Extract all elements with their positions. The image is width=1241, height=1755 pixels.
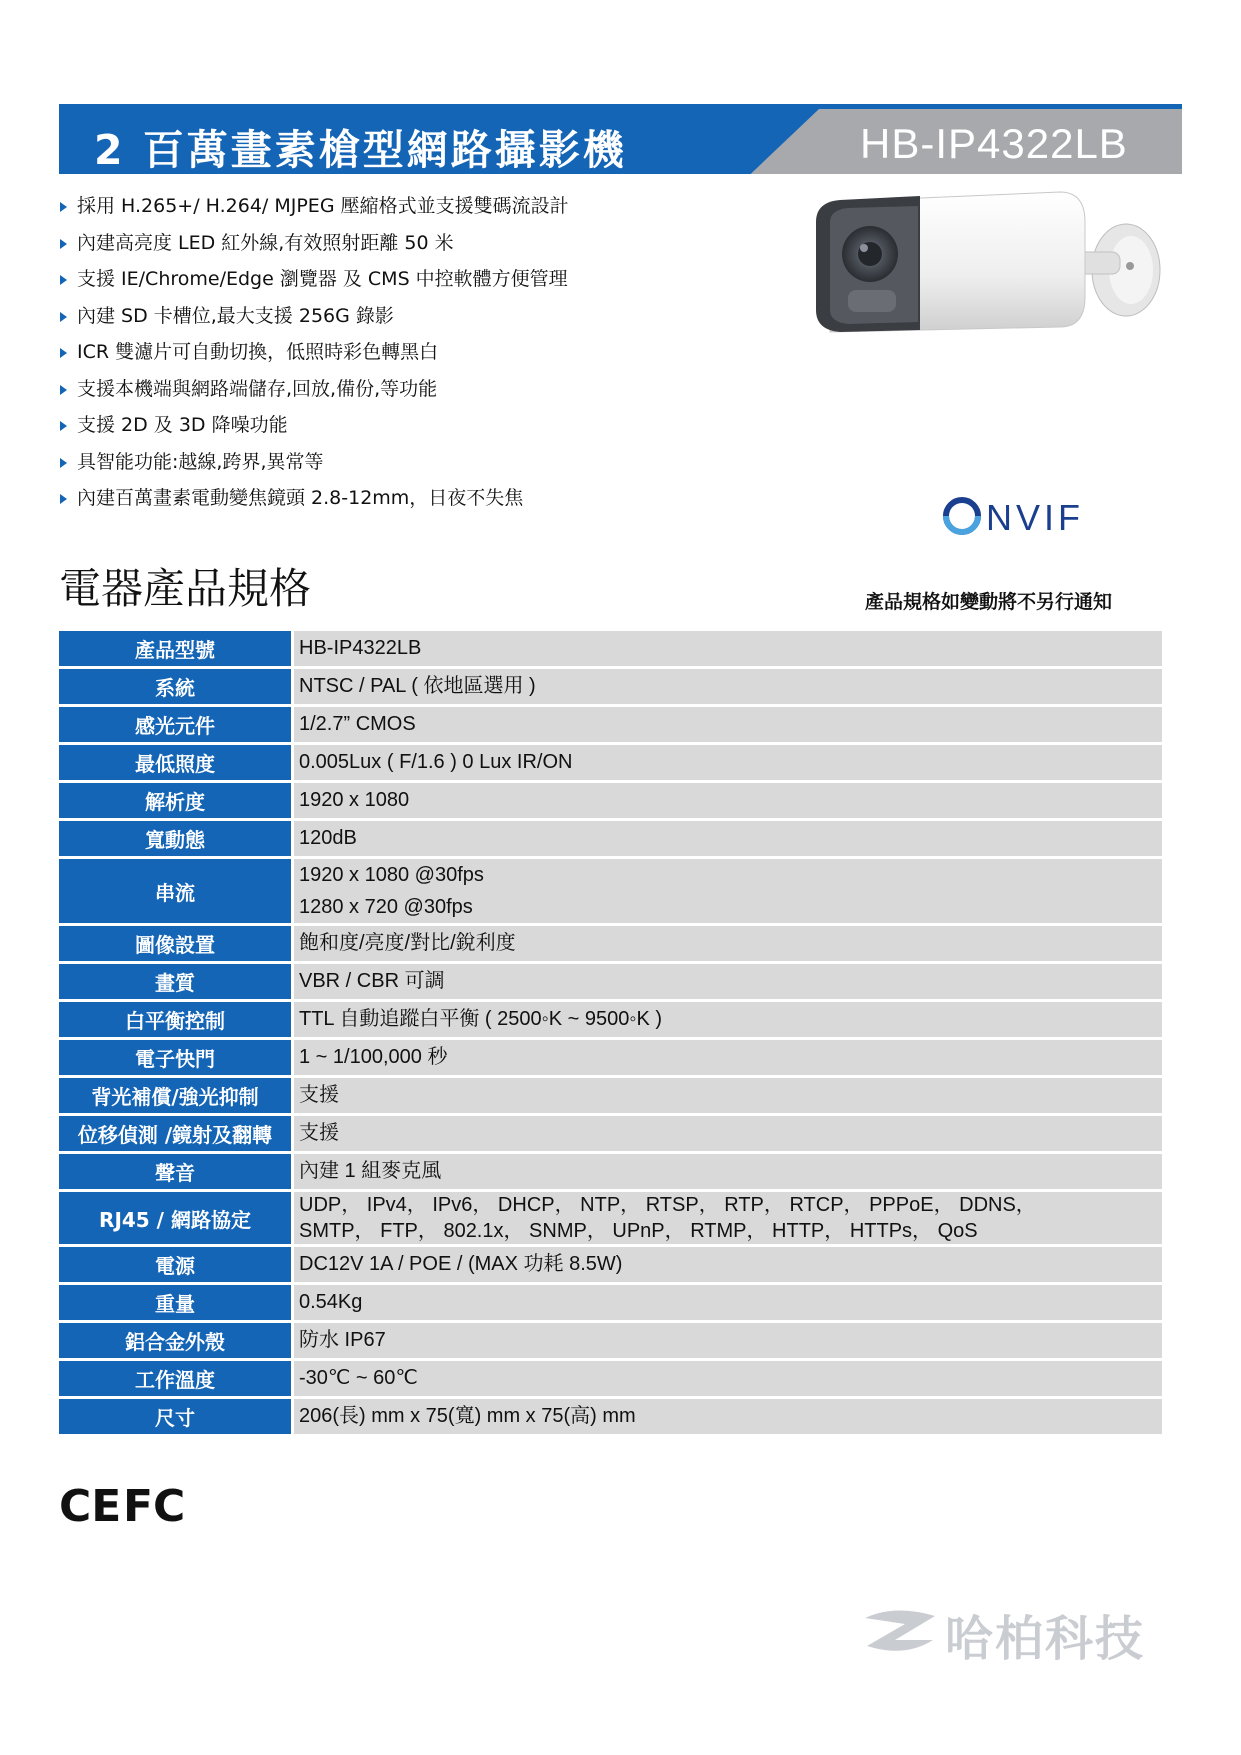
spec-row — [59, 669, 1162, 704]
spec-row — [59, 964, 1162, 999]
spec-value — [294, 1192, 1162, 1244]
spec-value-line: 飽和度/亮度/對比/銳利度 — [299, 932, 516, 954]
feature-item — [59, 225, 819, 262]
spec-value — [294, 1002, 1162, 1037]
spec-value-line: 0.54Kg — [299, 1291, 363, 1313]
spec-row — [59, 631, 1162, 666]
spec-row — [59, 1323, 1162, 1358]
spec-label: 電源 — [59, 1247, 294, 1282]
spec-label: 最低照度 — [59, 745, 294, 780]
bullet-triangle-icon — [60, 239, 67, 249]
spec-row — [59, 783, 1162, 818]
spec-value — [294, 1399, 1162, 1434]
spec-value — [294, 1323, 1162, 1358]
feature-list — [59, 188, 819, 517]
spec-row — [59, 821, 1162, 856]
spec-value — [294, 926, 1162, 961]
spec-label: 感光元件 — [59, 707, 294, 742]
spec-value-line: 支援 — [299, 1122, 339, 1144]
feature-item — [59, 407, 819, 444]
spec-row — [59, 707, 1162, 742]
spec-label: 產品型號 — [59, 631, 294, 666]
spec-label: 系統 — [59, 669, 294, 704]
spec-row — [59, 1285, 1162, 1320]
product-title: 2 百萬畫素槍型網路攝影機 — [94, 126, 627, 174]
onvif-logo — [940, 490, 1100, 540]
spec-value — [294, 1361, 1162, 1396]
spec-label: 鋁合金外殼 — [59, 1323, 294, 1358]
spec-value — [294, 859, 1162, 923]
spec-value-line: 1 ~ 1/100,000 秒 — [299, 1046, 448, 1068]
feature-text: 採用 H.265+/ H.264/ MJPEG 壓縮格式並支援雙碼流設計 — [77, 195, 569, 217]
bullet-triangle-icon — [60, 275, 67, 285]
spec-row — [59, 926, 1162, 961]
spec-label: 畫質 — [59, 964, 294, 999]
feature-item — [59, 334, 819, 371]
bullet-triangle-icon — [60, 458, 67, 468]
spec-value-line: 支援 — [299, 1084, 339, 1106]
spec-value — [294, 964, 1162, 999]
spec-value-line: 內建 1 組麥克風 — [299, 1160, 442, 1182]
feature-text: 支援 2D 及 3D 降噪功能 — [77, 414, 288, 436]
feature-item — [59, 261, 819, 298]
spec-value-line: 206(長) mm x 75(寬) mm x 75(高) mm — [299, 1405, 636, 1427]
feature-item — [59, 188, 819, 225]
spec-value — [294, 1040, 1162, 1075]
spec-value — [294, 707, 1162, 742]
spec-label: 尺寸 — [59, 1399, 294, 1434]
feature-text: 內建百萬畫素電動變焦鏡頭 2.8-12mm，日夜不失焦 — [77, 487, 524, 509]
spec-value-line: TTL 自動追蹤白平衡 ( 2500◦K ~ 9500◦K ) — [299, 1008, 662, 1030]
spec-row — [59, 1192, 1162, 1244]
spec-value-line: -30℃ ~ 60℃ — [299, 1367, 418, 1389]
feature-text: 支援本機端與網路端儲存,回放,備份,等功能 — [77, 377, 438, 400]
bullet-triangle-icon — [60, 494, 67, 504]
spec-value — [294, 631, 1162, 666]
spec-row — [59, 1154, 1162, 1189]
spec-value-line: SMTP， FTP， 802.1x， SNMP， UPnP， RTMP， HTTP， HTTPs， QoS — [299, 1220, 978, 1242]
certification-logos — [59, 1483, 189, 1527]
spec-value-line: 0.005Lux ( F/1.6 ) 0 Lux IR/ON — [299, 751, 573, 773]
spec-label: 工作溫度 — [59, 1361, 294, 1396]
section-title: 電器產品規格 — [59, 564, 312, 613]
spec-row — [59, 1002, 1162, 1037]
svg-text:NVIF: NVIF — [986, 497, 1085, 538]
spec-value — [294, 1116, 1162, 1151]
spec-value-line: HB-IP4322LB — [299, 637, 422, 659]
spec-label: 位移偵測 /鏡射及翻轉 — [59, 1116, 294, 1151]
spec-value — [294, 1078, 1162, 1113]
feature-text: 具智能功能:越線,跨界,異常等 — [77, 450, 324, 473]
spec-value — [294, 745, 1162, 780]
company-logo-icon — [855, 1600, 945, 1660]
feature-text: 內建高亮度 LED 紅外線,有效照射距離 50 米 — [77, 231, 454, 254]
feature-text: 支援 IE/Chrome/Edge 瀏覽器 及 CMS 中控軟體方便管理 — [77, 268, 568, 290]
spec-label: 背光補償/強光抑制 — [59, 1078, 294, 1113]
fc-mark: FC — [123, 1483, 186, 1527]
product-model: HB-IP4322LB — [860, 120, 1128, 167]
spec-row — [59, 859, 1162, 923]
feature-text: ICR 雙濾片可自動切換，低照時彩色轉黑白 — [77, 341, 439, 363]
spec-label: 重量 — [59, 1285, 294, 1320]
spec-label: 圖像設置 — [59, 926, 294, 961]
bullet-triangle-icon — [60, 421, 67, 431]
company-name: 哈柏科技 — [945, 1611, 1146, 1667]
camera-image — [810, 182, 1170, 352]
spec-value — [294, 1154, 1162, 1189]
bullet-triangle-icon — [60, 312, 67, 322]
feature-item — [59, 298, 819, 335]
spec-label: 寬動態 — [59, 821, 294, 856]
bullet-triangle-icon — [60, 385, 67, 395]
spec-value — [294, 669, 1162, 704]
spec-value — [294, 1247, 1162, 1282]
spec-value-line: 1920 x 1080 @30fps — [299, 864, 484, 886]
spec-value-line: NTSC / PAL ( 依地區選用 ) — [299, 675, 536, 697]
spec-row — [59, 1361, 1162, 1396]
bullet-triangle-icon — [60, 348, 67, 358]
spec-label: RJ45 / 網路協定 — [59, 1192, 294, 1244]
bullet-triangle-icon — [60, 202, 67, 212]
feature-text: 內建 SD 卡槽位,最大支援 256G 錄影 — [77, 304, 394, 327]
spec-label: 電子快門 — [59, 1040, 294, 1075]
spec-value-line: DC12V 1A / POE / (MAX 功耗 8.5W) — [299, 1253, 623, 1275]
spec-value — [294, 1285, 1162, 1320]
spec-label: 解析度 — [59, 783, 294, 818]
spec-value-line: 1920 x 1080 — [299, 789, 410, 811]
spec-value-line: 120dB — [299, 827, 357, 849]
spec-value-line: UDP， IPv4， IPv6， DHCP， NTP， RTSP， RTP， RTCP， PPPoE， DDNS， — [299, 1194, 1036, 1216]
spec-row — [59, 1116, 1162, 1151]
feature-item — [59, 371, 819, 408]
feature-item — [59, 480, 819, 517]
spec-value-line: 1/2.7” CMOS — [299, 713, 416, 735]
spec-value-line: 1280 x 720 @30fps — [299, 896, 473, 918]
spec-row — [59, 1040, 1162, 1075]
feature-item — [59, 444, 819, 481]
ce-mark: CE — [59, 1483, 122, 1527]
spec-label: 串流 — [59, 859, 294, 923]
spec-value — [294, 783, 1162, 818]
spec-table — [59, 628, 1162, 1437]
spec-label: 白平衡控制 — [59, 1002, 294, 1037]
spec-row — [59, 1399, 1162, 1434]
spec-value-line: VBR / CBR 可調 — [299, 970, 445, 992]
spec-value-line: 防水 IP67 — [299, 1329, 386, 1351]
spec-row — [59, 745, 1162, 780]
spec-row — [59, 1247, 1162, 1282]
spec-row — [59, 1078, 1162, 1113]
section-note: 產品規格如變動將不另行通知 — [865, 591, 1113, 613]
spec-label: 聲音 — [59, 1154, 294, 1189]
spec-value — [294, 821, 1162, 856]
